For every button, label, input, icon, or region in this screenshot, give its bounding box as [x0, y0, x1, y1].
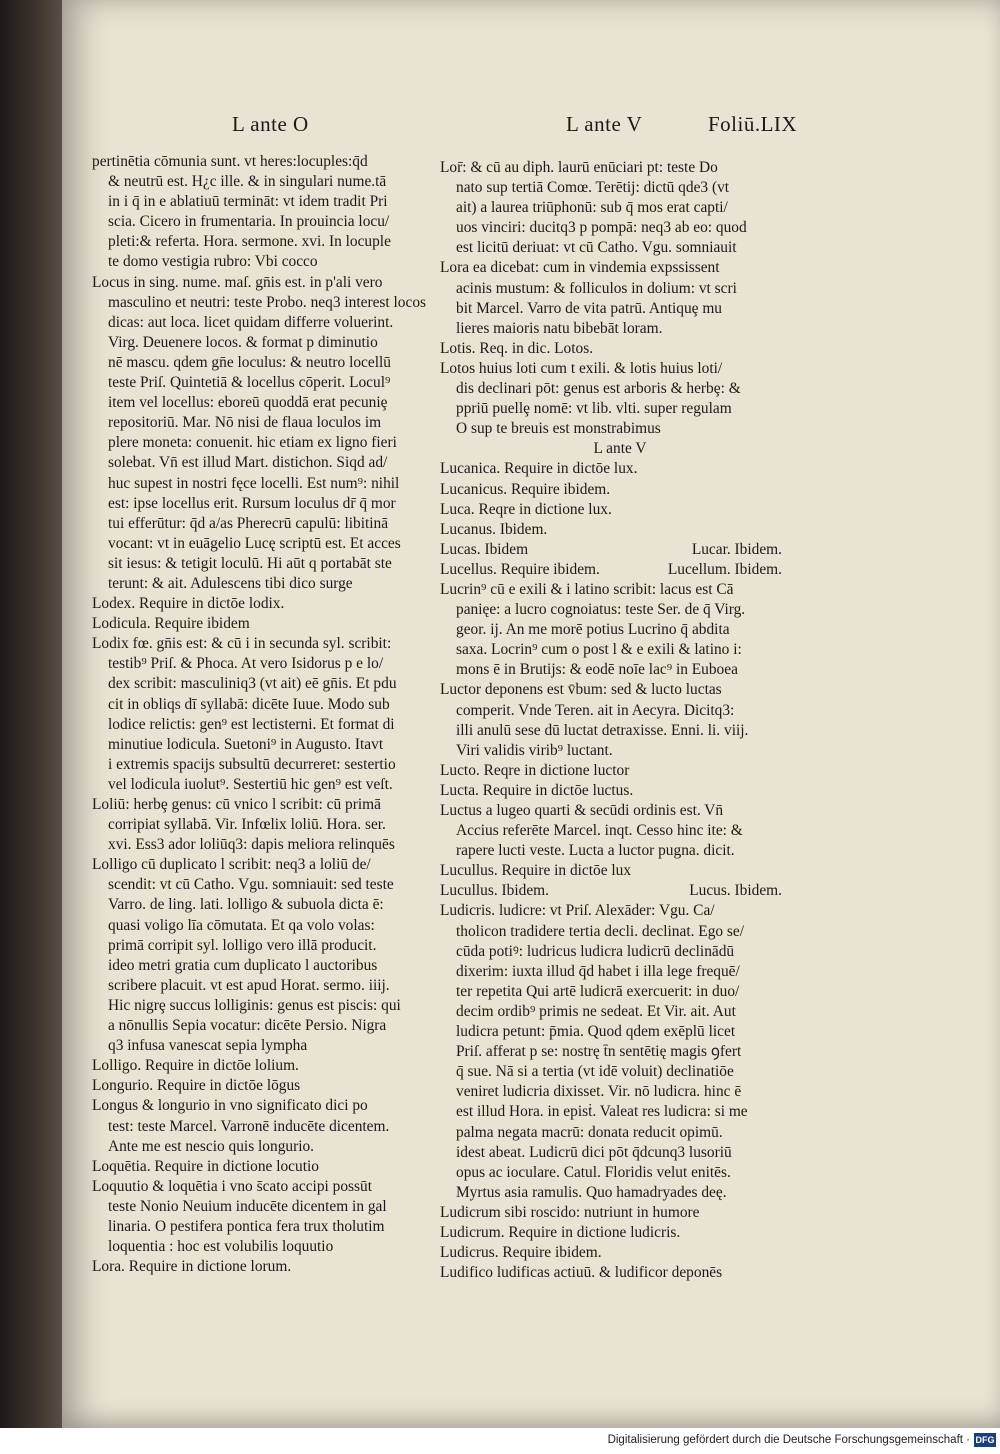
text-line: test: teste Marcel. Varronē inducēte dicentem. [108, 1117, 390, 1135]
text-line: dis declinari pōt: genus est arboris & herbȩ: & [456, 380, 741, 398]
text-line: testib⁹ Priſ. & Phoca. At vero Isidorus p e lo/ [108, 655, 384, 673]
entry-headword-line: Loquutio & loquētia i vno s̄cato accipi possūt [92, 1177, 372, 1195]
text-line: loquentia : hoc est volubilis loquutio [108, 1238, 334, 1256]
text-line: teste Priſ. Quintetiā & locellus cōperit. Locul⁹ [108, 374, 391, 392]
text-line: dex scribit: masculiniq3 (vt ait) eē gn̄is. Et pdu [108, 675, 397, 693]
entry-headword-line: Lucanicus. Require ibidem. [440, 480, 611, 498]
entry-headword-line: Ludifico ludificas actiuū. & ludificor deponēs [440, 1264, 723, 1282]
dfg-logo-icon: DFG [975, 1435, 995, 1445]
text-line: nato sup tertiā Comœ. Terētij: dictū qde3 (vt [456, 179, 730, 197]
text-line: comperit. Vnde Teren. ait in Aecyra. Dicitq3: [456, 701, 735, 719]
entry-headword-line: Loliū: herbȩ genus: cū vnico l scribit: cū primā [92, 796, 381, 813]
text-line: mons ē in Brutijs: & eodē noīe lac⁹ in Euboea [456, 661, 738, 679]
entry-headword-line: Lolligo cū duplicato l scribit: neq3 a loliū de/ [92, 856, 371, 874]
text-line: saxa. Locrin⁹ cum o post l & e exili & latino i: [456, 641, 742, 659]
text-line: Priſ. afferat p se: nostrę t̄n sentētię magis ꝯfert [456, 1043, 742, 1061]
text-line: veniret ludicria dixisset. Vir. nō ludicra. hinc ē [456, 1083, 742, 1101]
footer-credit: Digitalisierung gefördert durch die Deutsche Forschungsgemeinschaft · [607, 1434, 970, 1446]
entry-headword-line: Lucrin⁹ cū e exili & i latino scribit: lacus est Cā [440, 580, 734, 598]
entry-headword-line: Longurio. Require in dictōe lōgus [92, 1077, 301, 1095]
text-line: teste Nonio Neuium inducēte dicentem in gal [108, 1197, 387, 1215]
entry-headword-line: Lora ea dicebat: cum in vindemia expssissent [440, 259, 720, 277]
text-line: cūda potiꝰ: ludricus ludicra ludicrū declinādū [456, 942, 735, 960]
entry-right: Lucellum. Ibidem. [667, 560, 782, 578]
text-line: geor. ij. An me morē potius Lucrino q̄ abdita [456, 621, 730, 639]
text-line: scendit: vt cū Catho. Vgu. somniauit: sed teste [108, 876, 394, 894]
text-line: in i q̄ in e ablatiuū termināt: vt idem tradit Pri [108, 193, 388, 211]
text-line: est licitū deriuat: vt cū Catho. Vgu. somniauit [456, 239, 737, 257]
text-line: solebat. Vn̄ est illud Mart. distichon. Siqd ad/ [108, 454, 388, 472]
entry-headword-line: Luctus a lugeo quarti & secūdi ordinis est. Vn̄ [440, 802, 724, 819]
text-line: q3 infusa vanescat sepia lympha [108, 1037, 308, 1055]
section-heading: L ante V [593, 440, 647, 458]
entry-headword-line: Lucanica. Require in dictōe lux. [440, 460, 638, 478]
text-line: panięe: a lucro cognoiatus: teste Ser. de q̄ Virg. [456, 601, 746, 619]
text-line: scribere placuit. vt est apud Horat. sermo. iiij. [108, 976, 390, 994]
entry-headword-line: Ludicrum sibi roscido: nutriunt in humore [440, 1203, 700, 1221]
text-line: plere moneta: conuenit. hic etiam ex ligno fieri [108, 434, 397, 452]
text-line: linaria. O pestifera pontica fera trux tholutim [108, 1217, 385, 1235]
text-line: illi anulū sese dū luctat detraxisse. Enni. li. viij. [456, 721, 749, 739]
text-line: ludicra petunt: p̄mia. Quod qdem exēplū licet [456, 1023, 736, 1041]
text-line: ait) a laurea triūphonū: sub q̄ mos erat capti/ [456, 199, 728, 217]
entry-headword-line: Locus in sing. nume. maſ. gn̄is est. in p'ali vero [92, 273, 383, 291]
text-line: cit in obliqs dī syllabā: dicēte Iuue. Modo sub [108, 695, 390, 713]
text-line: nē mascu. qdem gn̄e loculus: & neutro locellū [108, 353, 391, 371]
running-head-right: L ante V [566, 112, 643, 136]
entry-headword-line: Lolligo. Require in dictōe lolium. [92, 1057, 299, 1075]
text-line: ter repetita Qui artē ludicrā exercuerit: in duo/ [456, 982, 740, 1000]
entry-headword-line: Lora. Require in dictione lorum. [92, 1258, 292, 1276]
text-line: dicas: aut loca. licet quidam differre voluerint. [108, 313, 394, 331]
text-line: Varro. de ling. lati. lolligo & subuola dicta ē: [108, 896, 384, 914]
entry-left: Lucas. Ibidem [440, 540, 529, 558]
entry-headword-line: Lotis. Req. in dic. Lotos. [440, 339, 594, 357]
entry-headword-line: Luca. Reqre in dictione lux. [440, 500, 612, 518]
text-line: rapere lucti veste. Lucta a luctor pugna. dicit. [456, 842, 735, 860]
text-line: tui efferūtur: q̄d a/as Pherecrū capulū: libitinā [108, 514, 389, 532]
entry-right: Lucus. Ibidem. [689, 882, 782, 900]
text-line: bit Marcel. Varro de vita patrū. Antiquȩ mu [456, 299, 722, 317]
text-line: Hic nigrȩ succus lolliginis: genus est piscis: qui [108, 996, 401, 1014]
folio-number: Foliū.LIX [708, 112, 798, 136]
entry-headword-line: Lor̄: & cū au diph. laurū enūciari pt: teste Do [440, 159, 718, 176]
entry-headword-line: Lucullus. Require in dictōe lux [440, 862, 632, 880]
entry-left: Lucanus. Ibidem. [440, 520, 548, 538]
entry-headword-line: Luctor deponens est v̄bum: sed & lucto luctas [440, 681, 722, 699]
entry-left: Lucullus. Ibidem. [440, 882, 549, 900]
entry-headword-line: Lucto. Reqre in dictione luctor [440, 761, 630, 779]
text-line: est illud Hora. in episṫ. Valeat res ludicra: si me [456, 1103, 748, 1121]
text-line: palma negata macrū: donata reducit opimū. [456, 1123, 723, 1141]
text-line: sit iesus: & tetigit loculū. Hi aūt q portabāt ste [108, 554, 392, 572]
footer-bar [0, 1428, 1000, 1454]
text-line: vel lodicula iuolut⁹. Sestertiū hic gen⁹ est veſt. [108, 775, 393, 793]
text-line: Viri validis virib⁹ luctant. [456, 741, 613, 759]
text-line: ppriū puellȩ nomē: vt lib. vlti. super regulam [456, 400, 732, 418]
text-line: xvi. Ess3 ador loliūq3: dapis meliora relinquēs [108, 836, 395, 854]
text-line: huc supest in nostri fęce locelli. Est num⁹: nihil [108, 474, 400, 492]
text-line: a nōnullis Sepia vocatur: dicēte Persio. Nigra [108, 1017, 387, 1035]
text-line: masculino et neutri: teste Probo. neq3 interest locos [108, 293, 427, 311]
text-line: minutiue lodicula. Suetoni⁹ in Augusto. Itavt [108, 735, 384, 753]
text-line: corripiat syllabā. Vir. Infœlix loliū. Hora. ser. [108, 816, 386, 834]
text-line: quasi voligo līa cōmutata. Et qa volo volas: [108, 916, 375, 934]
text-line: Accius referēte Marcel. inqt. Cesso hinc ite: & [456, 822, 743, 840]
text-line: idest abeat. Ludicrū dici pōt q̄dcunq3 lusoriū [456, 1143, 732, 1161]
text-line: ideo metri gratia cum duplicato l auctoribus [108, 956, 378, 974]
text-line: i extremis spacijs subsultū decurreret: sestertio [108, 755, 396, 773]
text-line: Myrtus asia ramulis. Quo hamadryades deę. [456, 1183, 727, 1201]
text-line: terunt: & ait. Adulescens tibi dico surge [108, 574, 353, 592]
text-line: tholicon tradidere tertia decli. declinat. Ego se/ [456, 922, 745, 940]
text-line: dixerim: iuxta illud q̄d habet i illa lege frequē/ [456, 962, 740, 980]
entry-headword-line: Lucta. Require in dictōe luctus. [440, 781, 634, 799]
text-line: pertinētia cōmunia sunt. vt heres:locuples:q̄d [92, 153, 368, 170]
text-line: q̄ sue. Nā si a tertia (vt idē voluit) declinatiōe [456, 1063, 734, 1081]
entry-headword-line: Longus & longurio in vno significato dici po [92, 1097, 368, 1115]
entry-headword-line: Lodix fœ. gn̄is est: & cū i in secunda syl. scribit: [92, 635, 392, 653]
entry-headword-line: Lodicula. Require ibidem [92, 615, 250, 633]
entry-left: Lucellus. Require ibidem. [440, 560, 600, 578]
text-line: lieres maioris natu bibebāt loram. [456, 319, 663, 337]
paired-entry-row [440, 560, 800, 580]
entry-headword-line: Lotos huius loti cum t exili. & lotis huius loti/ [440, 359, 723, 377]
text-line: decim ordib⁹ primis ne sedeat. Et Vir. ait. Aut [456, 1002, 736, 1020]
entry-headword-line: Loquētia. Require in dictione locutio [92, 1157, 319, 1175]
text-line: item vel locellus: eboreū quoddā erat pecuniȩ [108, 394, 388, 412]
text-line: est: ipse locellus erit. Rursum loculus dr̄ q̄ mor [108, 494, 396, 512]
paired-entry-row [440, 540, 800, 560]
book-spine-shadow [0, 0, 62, 1428]
paired-entry-row [440, 520, 800, 540]
text-line: lodice relictis: gen⁹ est lectisterni. Et format di [108, 715, 395, 733]
entry-headword-line: Ludicrus. Require ibidem. [440, 1244, 602, 1262]
entry-right: Lucar. Ibidem. [691, 540, 782, 558]
running-head-left: L ante O [232, 112, 309, 136]
text-line: te domo vestigia rubro: Vbi cocco [108, 253, 318, 271]
text-line: scia. Cicero in frumentaria. In prouincia locu/ [108, 213, 390, 231]
left-text-column [92, 152, 444, 1277]
text-line: Virg. Deuenere locos. & format p diminutio [108, 333, 378, 351]
text-line: acinis mustum: & folliculos in dolium: vt scri [456, 279, 737, 297]
entry-headword-line: Ludicrum. Require in dictione ludicris. [440, 1223, 681, 1241]
text-line: & neutrū est. H¿c ille. & in singulari nume.tā [108, 173, 387, 191]
text-line: repositoriū. Mar. Nō nisi de flaua loculos im [108, 414, 382, 432]
text-line: uos vinciri: ducitq3 p pompā: neq3 ab eo: quod [456, 219, 747, 237]
paired-entry-row [440, 881, 800, 901]
text-line: Ante me est nescio quis longurio. [108, 1137, 315, 1155]
entry-headword-line: Lodex. Require in dictōe lodix. [92, 595, 285, 613]
text-line: O sup te breuis est monstrabimus [456, 420, 661, 438]
text-line: opus ac ioculare. Catul. Floridis velut enitēs. [456, 1163, 731, 1181]
entry-headword-line: Ludicris. ludicre: vt Priſ. Alexāder: Vgu. Ca/ [440, 902, 715, 920]
text-line: primā corripit syl. lolligo vero illā producit. [108, 936, 377, 954]
text-line: vocant: vt in euāgelio Lucę scriptū est. Et acces [108, 534, 401, 552]
right-text-column [440, 158, 800, 1283]
text-line: pleti:& referta. Hora. sermone. xvi. In locuple [108, 233, 391, 251]
